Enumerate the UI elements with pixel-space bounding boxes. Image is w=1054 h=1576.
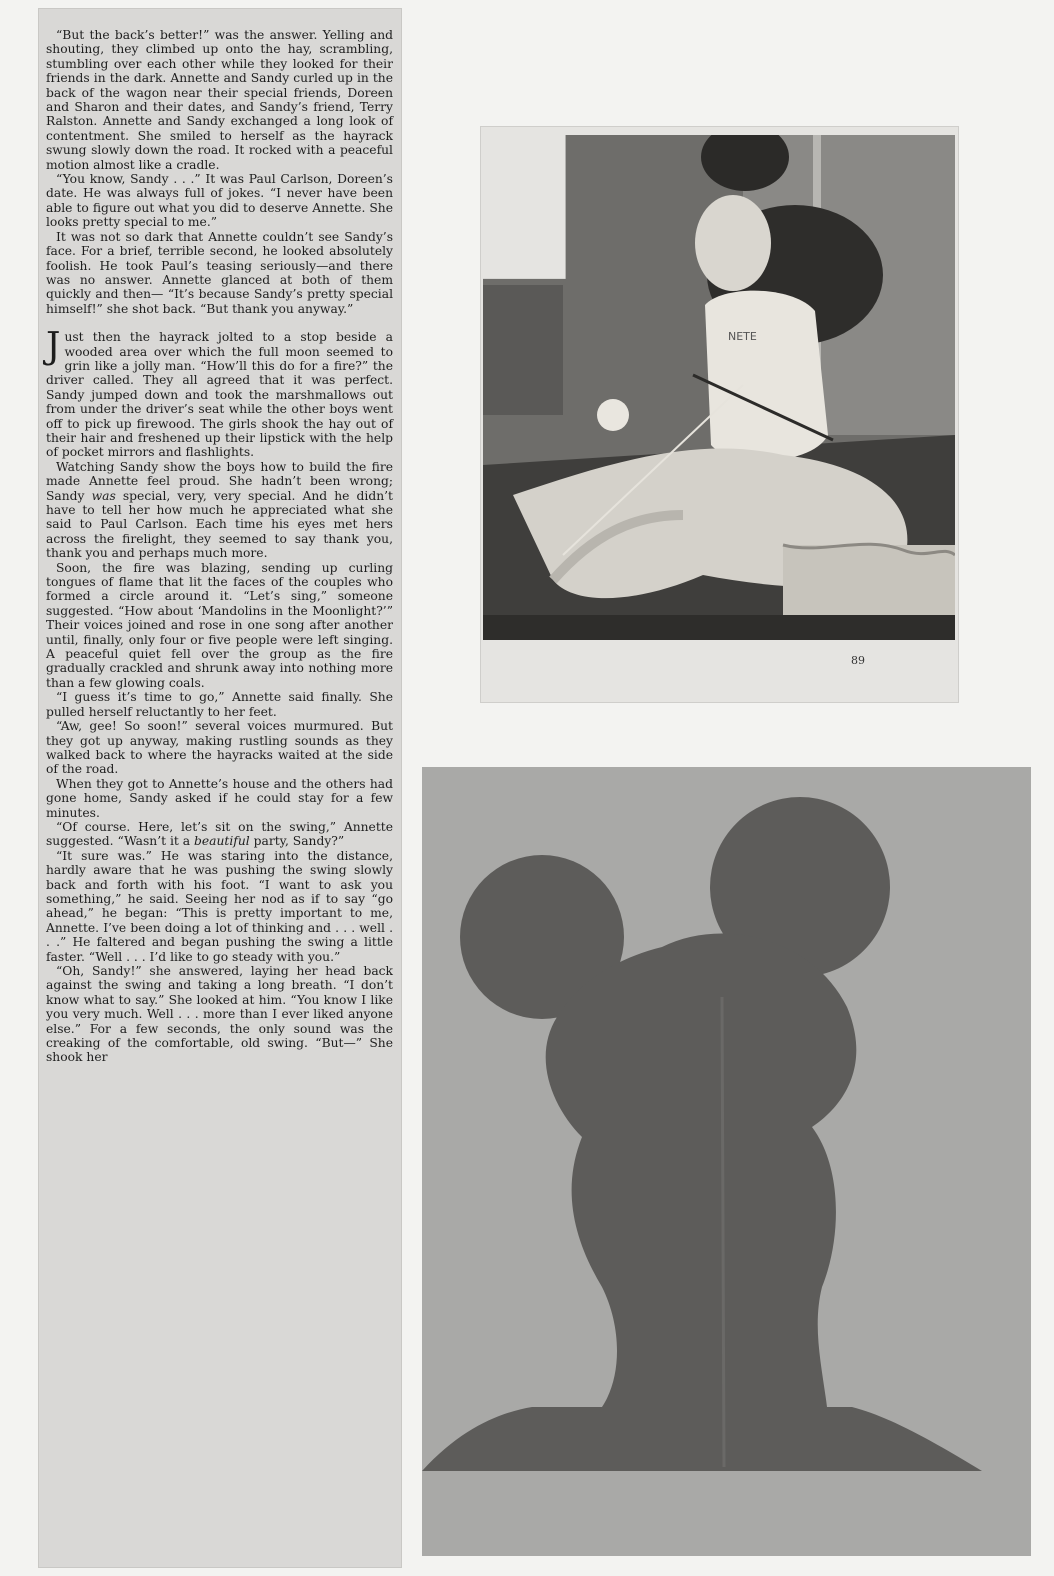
photo-figure bbox=[483, 135, 955, 640]
text-run: Watching Sandy show the boys how to build the fire made Annette feel proud. She hadn’t been wrong; Sandy bbox=[46, 459, 393, 503]
article-paragraph: When they got to Annette’s house and the others had gone home, Sandy asked if he could stay for a few minutes. bbox=[46, 776, 393, 820]
article-paragraph: “Aw, gee! So soon!” several voices murmured. But they got up anyway, making rustling sounds as they walked back to where the hayracks waited at the side of the road. bbox=[46, 719, 393, 777]
article-paragraph bbox=[46, 460, 393, 561]
text-run: “Of course. Here, let’s sit on the swing,” Annette suggested. “Wasn’t it a bbox=[46, 819, 393, 849]
text-run: party, Sandy?” bbox=[249, 834, 345, 849]
article-paragraph: It was not so dark that Annette couldn’t see Sandy’s face. For a brief, terrible second, he looked absolutely foolish. He took Paul’s teasing seriously—and there was no answer. Annette glanced at both of them quickly and then— “It’s because Sandy’s pretty special himself!” she shot back. “But thank you anyway.” bbox=[46, 229, 393, 316]
article-paragraph bbox=[46, 820, 393, 849]
mouse-ears-silhouette bbox=[422, 767, 1031, 1556]
text-run: special, very, very special. And he didn’t have to tell her how much he appreciated what she said to Paul Carlson. Each time his eyes met hers across the firelight, they seemed to say thank you, thank you and perhaps much more. bbox=[46, 488, 393, 561]
article-paragraph: “But the back’s better!” was the answer. Yelling and shouting, they climbed up onto the hay, scrambling, stumbling over each other while they looked for their friends in the dark. Annette and Sandy curled up in the back of the wagon near their special friends, Doreen and Sharon and their dates, and Sandy’s friend, Terry Ralston. Annette and Sandy exchanged a long look of contentment. She smiled to herself as the hayrack swung slowly down the road. It rocked with a peaceful motion almost like a cradle. bbox=[46, 28, 393, 172]
italic-run: beautiful bbox=[194, 834, 250, 849]
article-paragraph: “Oh, Sandy!” she answered, laying her head back against the swing and taking a long breath. “I don’t know what to say.” She looked at him. “You know I like you very much. Well . . . more than I ever liked anyone else.” For a few seconds, the only sound was the creaking of the comfortable, old swing. “But—” She shook her bbox=[46, 964, 393, 1065]
article-paragraph: “It sure was.” He was staring into the distance, hardly aware that he was pushing the swing slowly back and forth with his foot. “I want to ask you something,” he said. Seeing her nod as if to say “go ahead,” he began: “This is pretty important to me, Annette. I’ve been doing a lot of thinking and . . . well . . .” He faltered and began pushing the swing a little faster. “Well . . . I’d like to go steady with you.” bbox=[46, 848, 393, 964]
newspaper-clipping bbox=[38, 8, 402, 1568]
article-paragraph: “You know, Sandy . . .” It was Paul Carlson, Doreen’s date. He was always full of jokes. “I never have been able to figure out what you did to deserve Annette. She looks pretty special to me.” bbox=[46, 172, 393, 230]
article-paragraph: Soon, the fire was blazing, sending up curling tongues of flame that lit the faces of the couples who formed a circle around it. “Let’s sing,” someone suggested. “How about ‘Mandolins in the Moonlight?’” Their voices joined and rose in one song after another until, finally, only four or five people were left singing. A peaceful quiet fell over the group as the fire gradually crackled and shrunk away into nothing more than a few glowing coals. bbox=[46, 560, 393, 690]
shirt-lettering: NETE bbox=[728, 330, 757, 343]
article-paragraph: “I guess it’s time to go,” Annette said finally. She pulled herself reluctantly to her feet. bbox=[46, 690, 393, 719]
article-text bbox=[46, 28, 393, 1065]
italic-run: was bbox=[91, 488, 116, 503]
mouseketeer-silhouette-card bbox=[422, 767, 1031, 1556]
page-number: 89 bbox=[851, 654, 865, 667]
drop-cap: J bbox=[46, 326, 61, 368]
section-start-paragraph bbox=[46, 326, 393, 460]
section-start-text: ust then the hayrack jolted to a stop beside a wooded area over which the full moon seemed to grin like a jolly man. “How’ll this do for a fire?” the driver called. They all agreed that it was perfect. Sandy jumped down and took the marshmallows out from under the driver’s seat while the other boys went off to pick up firewood. The girls shook the hay out of their hair and freshened up their lipstick with the help of pocket mirrors and flashlights. bbox=[46, 330, 393, 460]
photo-card bbox=[480, 126, 959, 703]
